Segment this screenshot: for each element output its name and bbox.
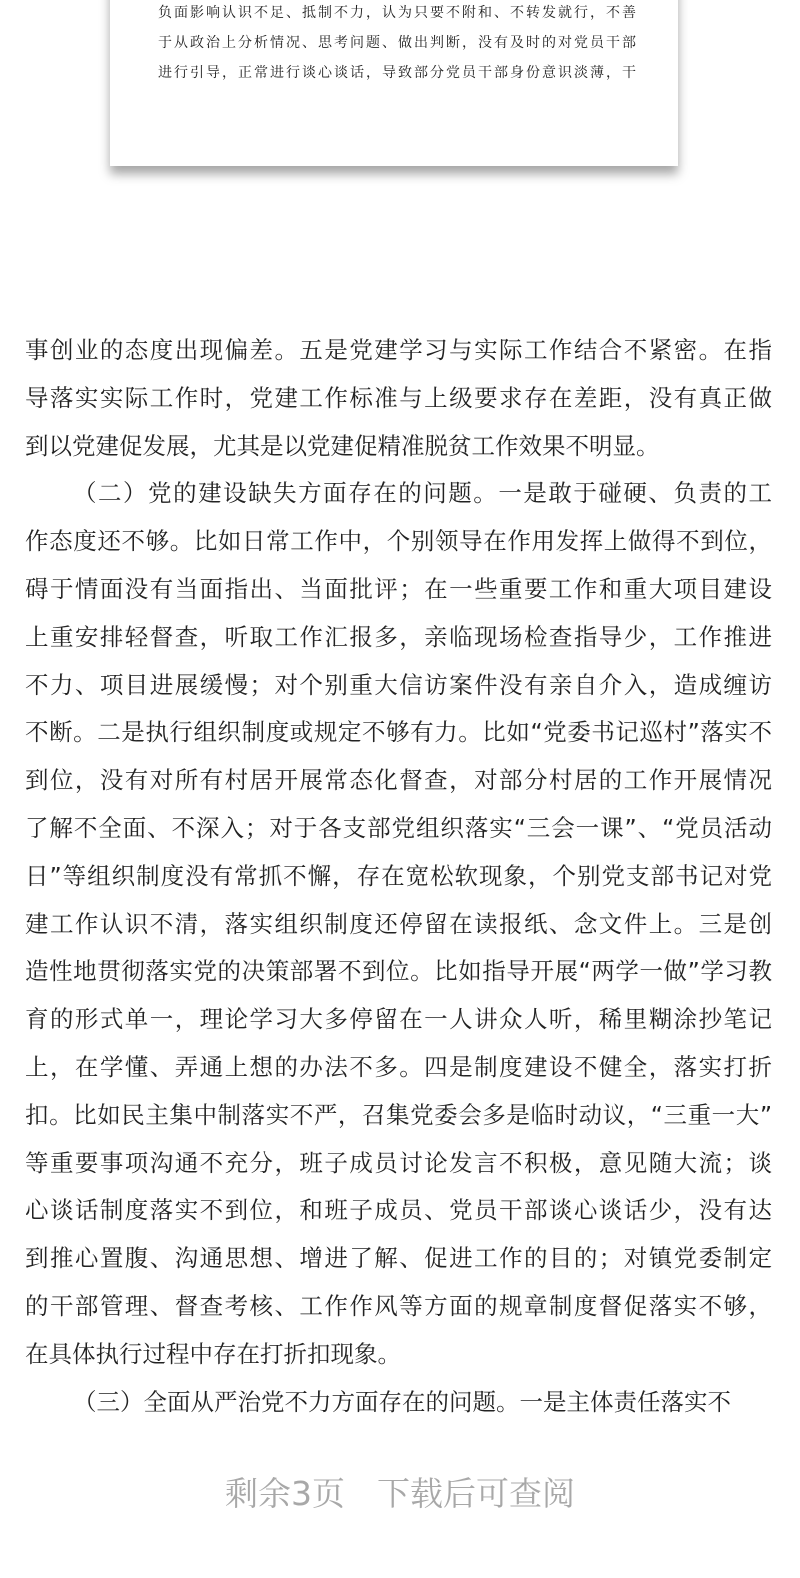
download-hint-text[interactable]: 下载后可查阅 [377,1474,575,1513]
document-body [25,327,772,1426]
body-text-line: 到以党建促发展，尤其是以党建促精准脱贫工作效果不明显。 [25,431,660,460]
body-text-line: 了解不全面、不深入；对于各支部党组织落实“三会一课”、“党员活动 [25,813,772,842]
card-text-line: 负面影响认识不足、抵制不力，认为只要不附和、不转发就行，不善 [158,5,636,21]
body-text-line: 等重要事项沟通不充分，班子成员讨论发言不积极，意见随大流；谈 [25,1148,772,1177]
body-text-line: 造性地贯彻落实党的决策部署不到位。比如指导开展“两学一做”学习教 [25,957,772,986]
remaining-pages-text[interactable]: 剩余3页 [225,1474,345,1513]
card-text-line: 进行引导，正常进行谈心谈话，导致部分党员干部身份意识淡薄，干 [158,65,636,81]
body-text-line: 碍于情面没有当面指出、当面批评；在一些重要工作和重大项目建设 [25,574,772,603]
body-text-line: 心谈话制度落实不到位，和班子成员、党员干部谈心谈话少，没有达 [25,1196,772,1225]
body-text-line: 的干部管理、督查考核、工作作风等方面的规章制度督促落实不够， [25,1291,772,1320]
body-text-line: （二）党的建设缺失方面存在的问题。一是敢于碰硬、负责的工 [73,479,772,508]
body-text-line: 扣。比如民主集中制落实不严，召集党委会多是临时动议，“三重一大” [25,1100,772,1129]
download-prompt[interactable] [0,1468,800,1515]
body-text-line: 到推心置腹、沟通思想、增进了解、促进工作的目的；对镇党委制定 [25,1244,772,1273]
body-text-line: 上，在学懂、弄通上想的办法不多。四是制度建设不健全，落实打折 [25,1052,772,1081]
body-text-line: 到位，没有对所有村居开展常态化督查，对部分村居的工作开展情况 [25,766,772,795]
body-text-line: （三）全面从严治党不力方面存在的问题。一是主体责任落实不 [73,1387,731,1416]
body-text-line: 事创业的态度出现偏差。五是党建学习与实际工作结合不紧密。在指 [25,336,772,364]
body-text-line: 日”等组织制度没有常抓不懈，存在宽松软现象，个别党支部书记对党 [25,861,772,890]
body-text-line: 不断。二是执行组织制度或规定不够有力。比如“党委书记巡村”落实不 [25,718,772,747]
card-text-line: 于从政治上分析情况、思考问题、做出判断，没有及时的对党员干部 [158,35,636,51]
preview-page-card [110,0,678,166]
body-text-line: 育的形式单一，理论学习大多停留在一人讲众人听，稀里糊涂抄笔记 [25,1005,772,1034]
body-text-line: 不力、项目进展缓慢；对个别重大信访案件没有亲自介入，造成缠访 [25,670,772,699]
body-text-line: 建工作认识不清，落实组织制度还停留在读报纸、念文件上。三是创 [25,909,772,938]
body-text-line: 作态度还不够。比如日常工作中，个别领导在作用发挥上做得不到位， [25,527,772,556]
body-text-line: 在具体执行过程中存在打折扣现象。 [25,1339,401,1368]
body-text-line: 上重安排轻督查，听取工作汇报多，亲临现场检查指导少，工作推进 [25,622,772,651]
body-text-line: 导落实实际工作时，党建工作标准与上级要求存在差距，没有真正做 [25,383,772,412]
